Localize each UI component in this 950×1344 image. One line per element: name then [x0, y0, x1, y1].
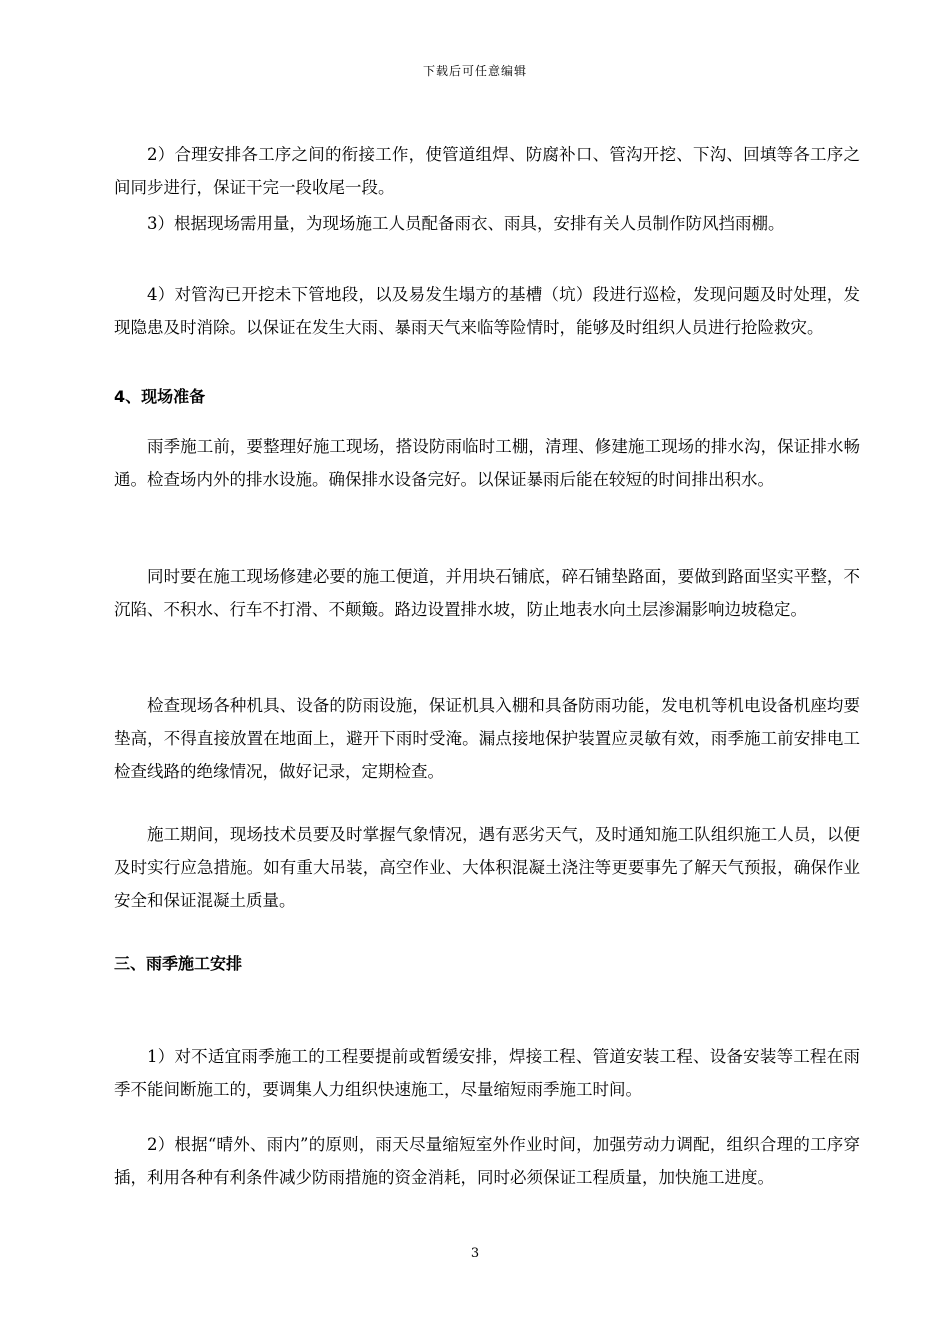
- section-heading: 三、雨季施工安排: [114, 954, 243, 973]
- page-header: 下载后可任意编辑: [422, 64, 527, 78]
- paragraph: 3）根据现场需用量，为现场施工人员配备雨衣、雨具，安排有关人员制作防风挡雨棚。: [147, 214, 785, 233]
- paragraph: 同时要在施工现场修建必要的施工便道，并用块石铺底，碎石铺垫路面，要做到路面坚实平整，不沉陷、不积水、行车不打滑、不颠簸。路边设置排水坡，防止地表水向土层渗漏影响边坡稳定。: [114, 567, 860, 619]
- paragraph: 2）合理安排各工序之间的衔接工作，使管道组焊、防腐补口、管沟开挖、下沟、回填等各工序之间同步进行，保证干完一段收尾一段。: [114, 145, 860, 197]
- page-number: 3: [470, 1246, 480, 1261]
- paragraph: 雨季施工前，要整理好施工现场，搭设防雨临时工棚，清理、修建施工现场的排水沟，保证排水畅通。检查场内外的排水设施。确保排水设备完好。以保证暴雨后能在较短的时间排出积水。: [114, 437, 860, 489]
- section-heading: 4、现场准备: [114, 387, 206, 406]
- paragraph: 检查现场各种机具、设备的防雨设施，保证机具入棚和具备防雨功能，发电机等机电设备机座均要垫高，不得直接放置在地面上，避开下雨时受淹。漏点接地保护装置应灵敏有效，雨季施工前安排电工检查线路的绝缘情况，做好记录，定期检查。: [114, 696, 860, 781]
- paragraph: 2）根据“晴外、雨内”的原则，雨天尽量缩短室外作业时间，加强劳动力调配，组织合理的工序穿插，利用各种有利条件减少防雨措施的资金消耗，同时必须保证工程质量，加快施工进度。: [114, 1135, 860, 1187]
- paragraph: 4）对管沟已开挖未下管地段，以及易发生塌方的基槽（坑）段进行巡检，发现问题及时处理，发现隐患及时消除。以保证在发生大雨、暴雨天气来临等险情时，能够及时组织人员进行抢险救灾。: [114, 285, 860, 337]
- paragraph: 施工期间，现场技术员要及时掌握气象情况，遇有恶劣天气，及时通知施工队组织施工人员，以便及时实行应急措施。如有重大吊装，高空作业、大体积混凝土浇注等更要事先了解天气预报，确保作业安全和保证混凝土质量。: [114, 825, 860, 910]
- paragraph: 1）对不适宜雨季施工的工程要提前或暂缓安排，焊接工程、管道安装工程、设备安装等工程在雨季不能间断施工的，要调集人力组织快速施工，尽量缩短雨季施工时间。: [114, 1047, 860, 1099]
